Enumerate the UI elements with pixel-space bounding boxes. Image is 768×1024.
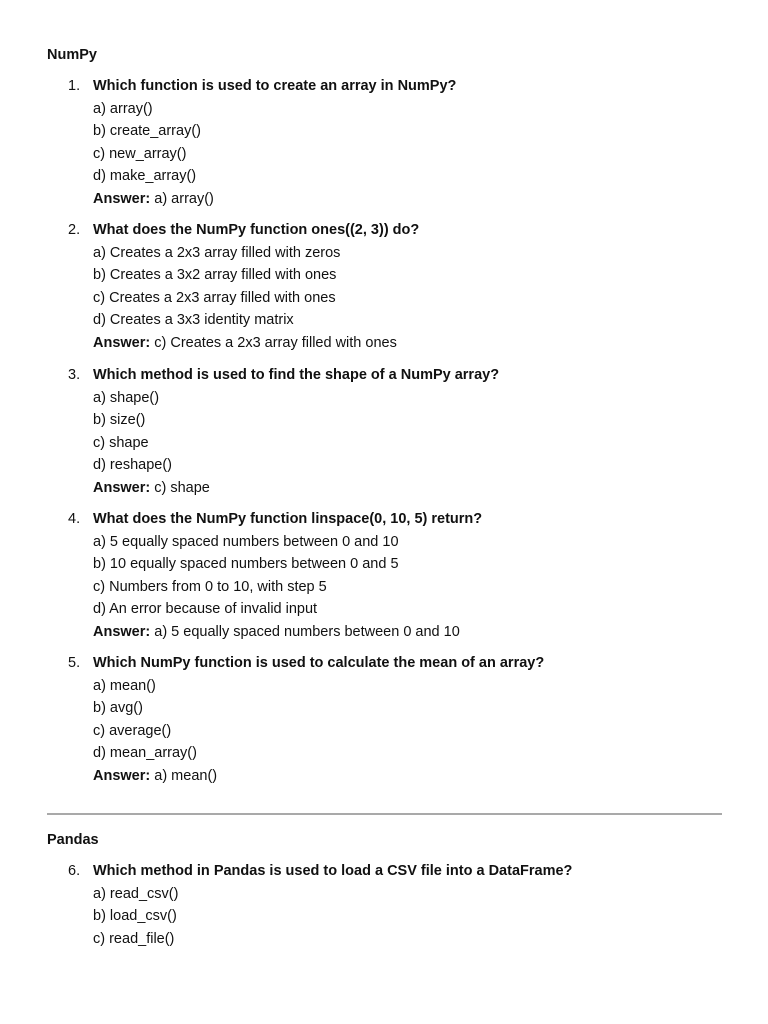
question-2 [68,219,728,354]
option-b: b) size() [93,412,146,428]
section-title-pandas: Pandas [47,832,99,848]
answer-line [68,765,728,788]
answer-text: c) Creates a 2x3 array filled with ones [154,334,397,351]
answer-line [68,621,728,644]
option-d: d) An error because of invalid input [93,601,318,617]
question-text: Which function is used to create an array in NumPy? [93,78,457,94]
option-a: a) array() [93,100,153,117]
option-b: b) load_csv() [93,908,177,924]
question-text: Which method is used to find the shape of a NumPy array? [93,367,500,383]
question-text: Which NumPy function is used to calculate the mean of an array? [93,655,545,671]
option-b: b) Creates a 3x2 array filled with ones [93,267,337,283]
answer-label: Answer: [93,334,151,351]
option-b: b) create_array() [93,123,201,139]
answer-line [68,332,728,355]
option-c: c) shape [93,434,149,451]
answer-label: Answer: [93,623,151,640]
option-a: a) mean() [93,677,156,694]
answer-label: Answer: [93,190,151,207]
question-number: 5. [68,655,81,671]
option-c: c) average() [93,722,172,739]
answer-label: Answer: [93,479,151,496]
option-b: b) 10 equally spaced numbers between 0 and 5 [93,556,399,572]
question-number: 2. [68,222,81,238]
section-title-numpy: NumPy [47,47,97,63]
option-d: d) Creates a 3x3 identity matrix [93,312,294,328]
option-b: b) avg() [93,700,143,716]
option-a: a) shape() [93,389,160,406]
option-c: c) Numbers from 0 to 10, with step 5 [93,578,327,595]
question-6 [68,860,728,950]
question-text: What does the NumPy function ones((2, 3)) do? [93,222,420,238]
answer-line [68,477,728,500]
answer-text: c) shape [154,479,210,496]
option-d: d) mean_array() [93,745,197,761]
answer-text: a) 5 equally spaced numbers between 0 and 10 [154,623,460,640]
question-4 [68,508,728,643]
answer-line [68,188,728,211]
question-number: 6. [68,863,81,879]
answer-label: Answer: [93,767,151,784]
question-text: Which method in Pandas is used to load a CSV file into a DataFrame? [93,863,573,879]
option-c: c) Creates a 2x3 array filled with ones [93,289,336,306]
answer-text: a) array() [154,190,214,207]
option-d: d) reshape() [93,457,172,473]
question-number: 4. [68,511,81,527]
question-5 [68,652,728,787]
question-number: 3. [68,367,81,383]
option-a: a) 5 equally spaced numbers between 0 and 10 [93,533,399,550]
question-1 [68,75,728,210]
option-a: a) Creates a 2x3 array filled with zeros [93,244,341,261]
option-c: c) read_file() [93,930,175,947]
section-divider [47,813,722,815]
question-3 [68,364,728,499]
option-a: a) read_csv() [93,885,179,902]
option-c: c) new_array() [93,145,187,162]
question-number: 1. [68,78,81,94]
question-text: What does the NumPy function linspace(0, 10, 5) return? [93,511,483,527]
answer-text: a) mean() [154,767,218,784]
option-d: d) make_array() [93,168,197,184]
